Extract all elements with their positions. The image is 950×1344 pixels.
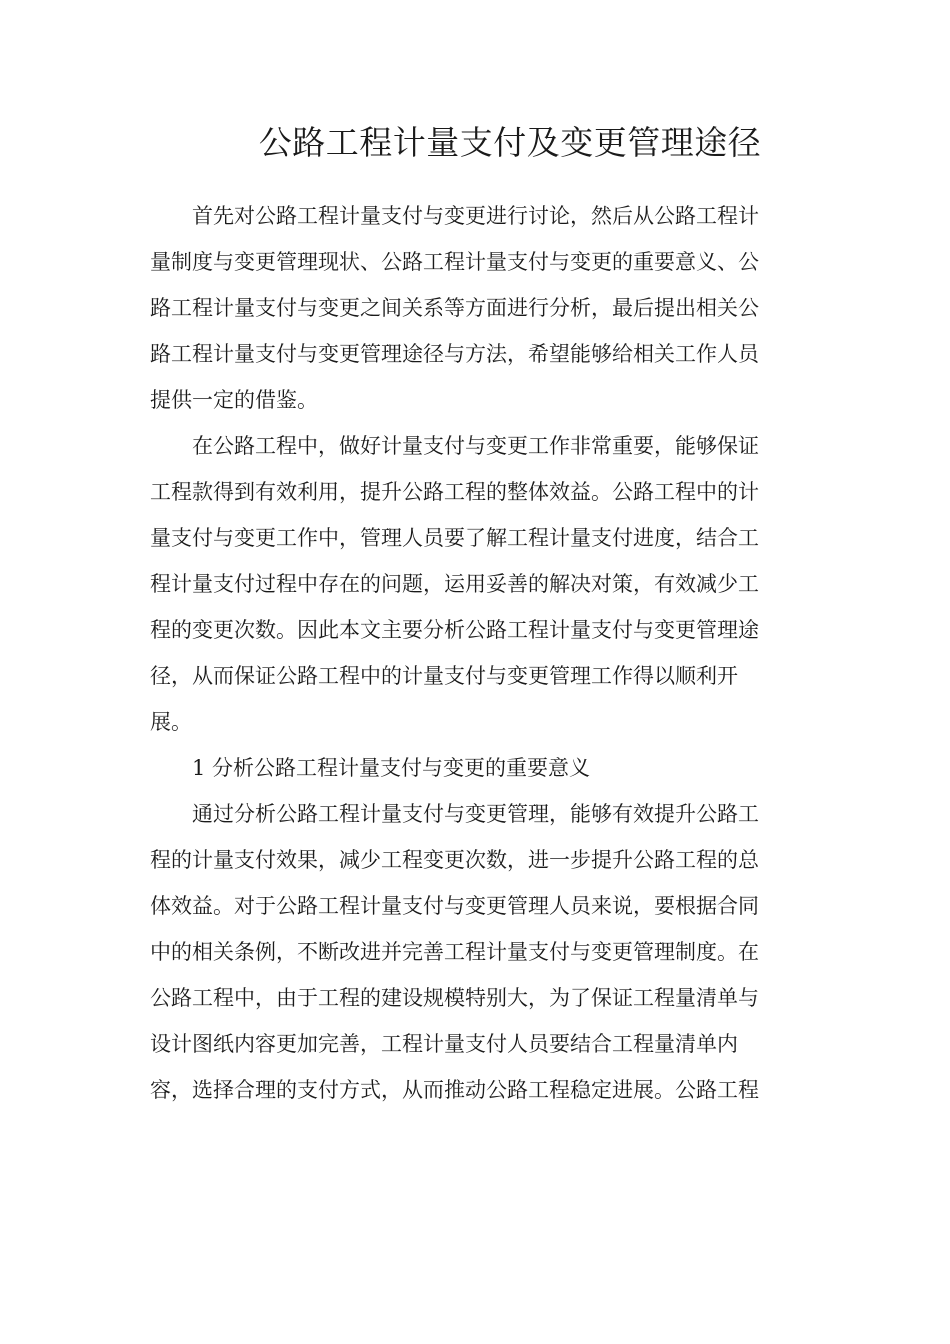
text-line: 径，从而保证公路工程中的计量支付与变更管理工作得以顺利开	[150, 664, 738, 688]
text-line: 通过分析公路工程计量支付与变更管理，能够有效提升公路工	[192, 802, 759, 826]
text-line: 在公路工程中，做好计量支付与变更工作非常重要，能够保证	[192, 434, 759, 458]
paragraph-intro	[150, 193, 798, 423]
text-line: 公路工程中，由于工程的建设规模特别大，为了保证工程量清单与	[150, 986, 759, 1010]
text-line: 程的计量支付效果，减少工程变更次数，进一步提升公路工程的总	[150, 848, 759, 872]
text-line: 量制度与变更管理现状、公路工程计量支付与变更的重要意义、公	[150, 250, 759, 274]
text-line: 工程款得到有效利用，提升公路工程的整体效益。公路工程中的计	[150, 480, 759, 504]
text-line: 提供一定的借鉴。	[150, 388, 318, 412]
text-line: 量支付与变更工作中，管理人员要了解工程计量支付进度，结合工	[150, 526, 759, 550]
paragraph-background	[150, 423, 798, 745]
text-line: 设计图纸内容更加完善，工程计量支付人员要结合工程量清单内	[150, 1032, 738, 1056]
paragraph-section-1	[150, 791, 798, 1113]
text-line: 路工程计量支付与变更管理途径与方法，希望能够给相关工作人员	[150, 342, 759, 366]
text-line: 容，选择合理的支付方式，从而推动公路工程稳定进展。公路工程	[150, 1078, 759, 1102]
text-line: 展。	[150, 710, 192, 734]
text-line: 首先对公路工程计量支付与变更进行讨论，然后从公路工程计	[192, 204, 759, 228]
text-line: 程计量支付过程中存在的问题，运用妥善的解决对策，有效减少工	[150, 572, 759, 596]
text-line: 中的相关条例，不断改进并完善工程计量支付与变更管理制度。在	[150, 940, 759, 964]
text-line: 程的变更次数。因此本文主要分析公路工程计量支付与变更管理途	[150, 618, 759, 642]
section-heading: 1 分析公路工程计量支付与变更的重要意义	[192, 756, 591, 780]
text-line: 路工程计量支付与变更之间关系等方面进行分析，最后提出相关公	[150, 296, 759, 320]
document-body	[150, 193, 798, 1113]
document-title: 公路工程计量支付及变更管理途径	[258, 123, 762, 162]
text-line: 体效益。对于公路工程计量支付与变更管理人员来说，要根据合同	[150, 894, 759, 918]
